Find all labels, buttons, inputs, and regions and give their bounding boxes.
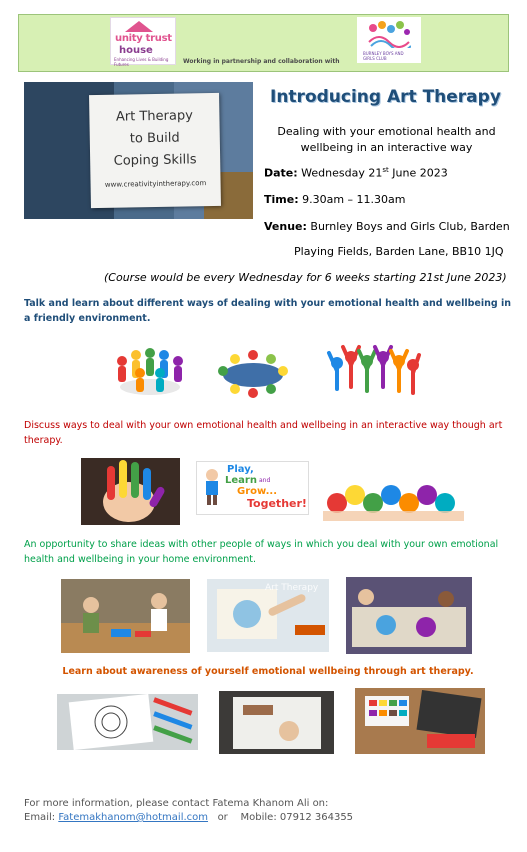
course-note: (Course would be every Wednesday for 6 weeks starting 21st June 2023) bbox=[104, 271, 507, 284]
mobile-number: 07912 364355 bbox=[279, 812, 354, 823]
people-celebrating-image bbox=[325, 343, 423, 401]
unity-trust-house-logo bbox=[110, 17, 176, 65]
coloring-book-photo bbox=[57, 694, 198, 750]
together-word: Together! bbox=[247, 497, 307, 510]
time-label: Time: bbox=[264, 193, 299, 206]
learn-word: Learn bbox=[225, 475, 257, 486]
partner-text: Working in partnership and collaboration with bbox=[183, 58, 340, 65]
photo-caption: Art Therapy bbox=[265, 583, 319, 593]
section-share-text: An opportunity to share ideas with other people of ways in which you deal with your own emotional health and wellbeing in your home environment. bbox=[24, 539, 499, 565]
email-link[interactable]: Fatemakhanom@hotmail.com bbox=[58, 812, 209, 823]
venue-line bbox=[264, 220, 510, 233]
child-figure-icon bbox=[201, 468, 223, 508]
logo-line1: unity trust bbox=[115, 33, 172, 44]
date-rest: June 2023 bbox=[388, 166, 448, 180]
mobile-label: Mobile: bbox=[240, 812, 277, 823]
section-discuss-text: Discuss ways to deal with your own emotional health and wellbeing in an interactive way though art therapy. bbox=[24, 420, 503, 446]
hero-line2: to Build bbox=[129, 130, 180, 147]
painting-hands-photo bbox=[207, 579, 329, 652]
hero-line3: Coping Skills bbox=[113, 152, 197, 169]
watercolor-painting-photo bbox=[219, 691, 334, 754]
section-talk-text: Talk and learn about different ways of dealing with your emotional health and wellbeing in a friendly environment. bbox=[24, 298, 511, 324]
hero-url: www.creativityintherapy.com bbox=[104, 179, 207, 189]
subtitle: Dealing with your emotional health and wellbeing in an interactive way bbox=[277, 125, 496, 154]
or-text: or bbox=[217, 812, 228, 823]
painted-hands-image bbox=[81, 458, 180, 525]
art-therapy-hero-image bbox=[24, 82, 253, 219]
hero-line1: Art Therapy bbox=[115, 108, 193, 125]
hero-card bbox=[89, 93, 221, 208]
date-sup: st bbox=[382, 166, 389, 174]
play-learn-grow-image bbox=[196, 461, 309, 515]
email-label: Email: bbox=[24, 812, 56, 823]
grow-word: Grow... bbox=[237, 486, 278, 497]
venue-line2: Playing Fields, Barden Lane, BB10 1JQ bbox=[294, 245, 504, 258]
date-value: Wednesday 21 bbox=[301, 166, 383, 180]
footer-contact-details bbox=[24, 812, 353, 823]
section-learn-text: Learn about awareness of yourself emotional wellbeing through art therapy. bbox=[62, 666, 474, 677]
bbg-logo-tagline: BURNLEY BOYS AND GIRLS CLUB bbox=[363, 51, 404, 61]
venue-label: Venue: bbox=[264, 220, 307, 233]
colorful-hands-image bbox=[323, 473, 464, 521]
group-activity-photo bbox=[61, 579, 190, 653]
logo-tagline: Enhancing Lives & Building Futures bbox=[114, 57, 169, 67]
date-line bbox=[264, 166, 448, 180]
people-circle-image bbox=[108, 343, 192, 399]
burnley-boys-girls-club-logo bbox=[357, 17, 421, 63]
time-line bbox=[264, 193, 406, 206]
venue-line1: Burnley Boys and Girls Club, Barden bbox=[310, 220, 510, 233]
meeting-table-image bbox=[211, 343, 295, 399]
art-supplies-photo bbox=[355, 688, 485, 754]
play-word: Play, bbox=[227, 464, 254, 475]
colorful-figures-icon bbox=[367, 20, 411, 48]
floor-mural-photo bbox=[346, 577, 472, 654]
time-value: 9.30am – 11.30am bbox=[302, 193, 406, 206]
page-title: Introducing Art Therapy bbox=[270, 87, 501, 107]
house-roof-icon bbox=[125, 21, 153, 32]
date-label: Date: bbox=[264, 166, 298, 180]
logo-line2: house bbox=[119, 45, 153, 56]
footer-contact: For more information, please contact Fatema Khanom Ali on: bbox=[24, 798, 329, 809]
and-word: and bbox=[259, 477, 271, 484]
